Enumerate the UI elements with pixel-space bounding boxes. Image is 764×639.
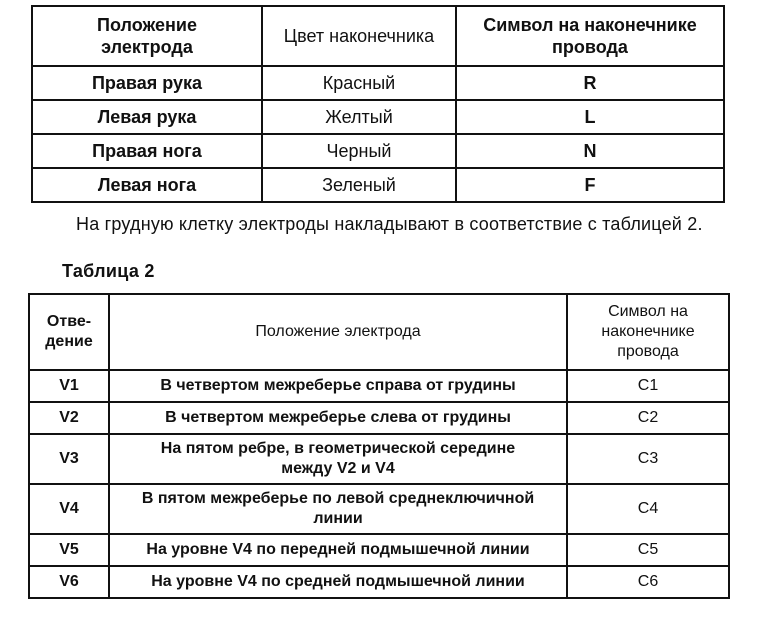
header-electrode-position: Положение электрода <box>32 6 262 66</box>
electrode-position: Правая рука <box>32 66 262 100</box>
tip-symbol: C5 <box>567 534 729 566</box>
table-row <box>29 484 729 534</box>
tip-symbol: C1 <box>567 370 729 402</box>
tip-symbol: N <box>456 134 724 168</box>
tip-color: Желтый <box>262 100 456 134</box>
lead-name: V3 <box>29 434 109 484</box>
tip-symbol: F <box>456 168 724 202</box>
table-header-row <box>32 6 724 66</box>
table-row <box>29 370 729 402</box>
tip-symbol: C4 <box>567 484 729 534</box>
tip-symbol: L <box>456 100 724 134</box>
tip-color: Черный <box>262 134 456 168</box>
table-row <box>32 134 724 168</box>
tip-color: Зеленый <box>262 168 456 202</box>
table-row <box>29 402 729 434</box>
lead-name: V2 <box>29 402 109 434</box>
header-tip-color: Цвет наконечника <box>262 6 456 66</box>
table-row <box>32 168 724 202</box>
header-tip-symbol: Символ на наконечнике провода <box>567 294 729 370</box>
electrode-position: На уровне V4 по средней подмышечной линии <box>109 566 567 598</box>
table-caption: Таблица 2 <box>62 261 155 281</box>
electrode-position: В четвертом межреберье справа от грудины <box>109 370 567 402</box>
chest-leads-table <box>28 293 730 599</box>
electrode-position: Левая рука <box>32 100 262 134</box>
header-electrode-position: Положение электрода <box>109 294 567 370</box>
table-row <box>32 100 724 134</box>
tip-symbol: C3 <box>567 434 729 484</box>
body-paragraph: На грудную клетку электроды накладывают в соответствие с таблицей 2. <box>76 214 703 234</box>
electrode-position: На пятом ребре, в геометрической середине между V2 и V4 <box>109 434 567 484</box>
tip-symbol: C6 <box>567 566 729 598</box>
tip-symbol: R <box>456 66 724 100</box>
table-row <box>29 534 729 566</box>
table-row <box>32 66 724 100</box>
electrode-position: Правая нога <box>32 134 262 168</box>
header-lead: Отве- дение <box>29 294 109 370</box>
electrode-position: В четвертом межреберье слева от грудины <box>109 402 567 434</box>
electrode-position: На уровне V4 по передней подмышечной линии <box>109 534 567 566</box>
electrode-position: Левая нога <box>32 168 262 202</box>
lead-name: V4 <box>29 484 109 534</box>
lead-name: V6 <box>29 566 109 598</box>
electrode-position: В пятом межреберье по левой среднеключичной линии <box>109 484 567 534</box>
electrode-color-table <box>31 5 725 203</box>
table-row <box>29 434 729 484</box>
lead-name: V1 <box>29 370 109 402</box>
tip-color: Красный <box>262 66 456 100</box>
table-header-row <box>29 294 729 370</box>
table-row <box>29 566 729 598</box>
header-tip-symbol: Символ на наконечнике провода <box>456 6 724 66</box>
tip-symbol: C2 <box>567 402 729 434</box>
lead-name: V5 <box>29 534 109 566</box>
